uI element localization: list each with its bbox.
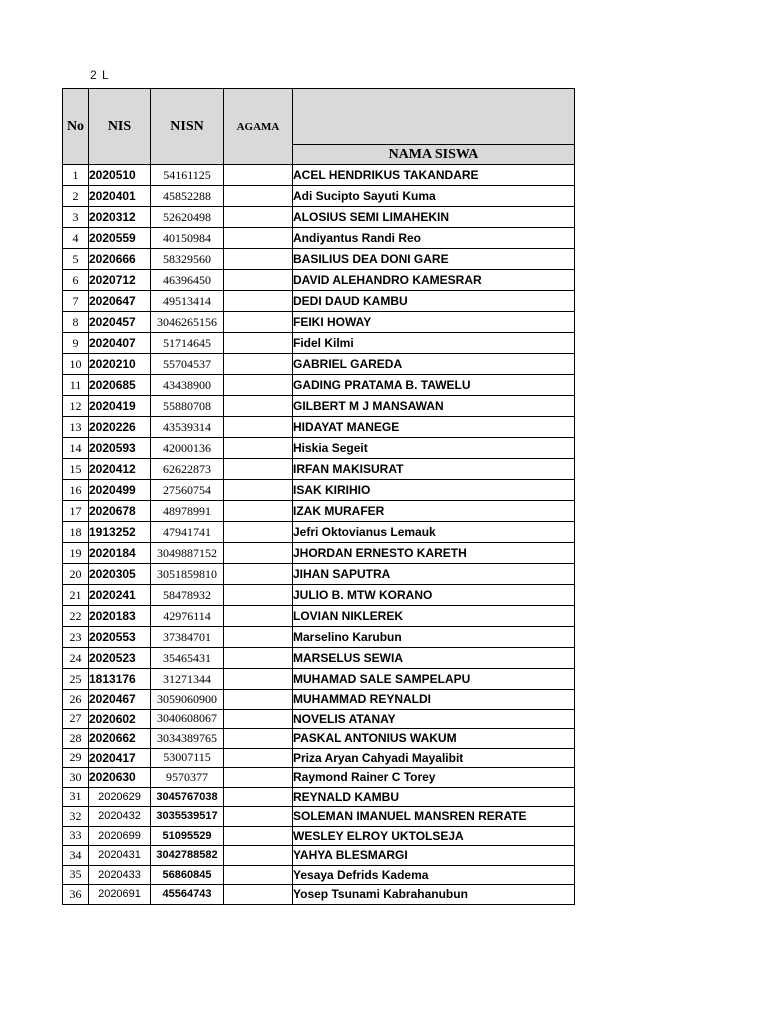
row-nama-siswa: GILBERT M J MANSAWAN: [293, 396, 575, 417]
row-nama-siswa: HIDAYAT MANEGE: [293, 417, 575, 438]
header-nama-siswa: NAMA SISWA: [293, 145, 575, 165]
row-no: 36: [63, 885, 89, 905]
row-no: 32: [63, 807, 89, 827]
row-nisn: 42000136: [151, 438, 224, 459]
row-nis: 2020678: [89, 501, 151, 522]
row-no: 25: [63, 669, 89, 690]
row-nisn: 43539314: [151, 417, 224, 438]
row-agama: [224, 249, 293, 270]
row-nama-siswa: WESLEY ELROY UKTOLSEJA: [293, 826, 575, 846]
row-agama: [224, 768, 293, 788]
row-nis: 2020184: [89, 543, 151, 564]
row-nama-siswa: SOLEMAN IMANUEL MANSREN RERATE: [293, 807, 575, 827]
row-nisn: 45852288: [151, 186, 224, 207]
table-row: [63, 768, 575, 788]
row-nis: 2020305: [89, 564, 151, 585]
row-nisn: 42976114: [151, 606, 224, 627]
row-nis: 2020226: [89, 417, 151, 438]
row-nama-siswa: ISAK KIRIHIO: [293, 480, 575, 501]
table-row: [63, 249, 575, 270]
row-nisn: 51714645: [151, 333, 224, 354]
row-no: 34: [63, 846, 89, 866]
table-row: [63, 543, 575, 564]
row-nama-siswa: JIHAN SAPUTRA: [293, 564, 575, 585]
row-nama-siswa: Adi Sucipto Sayuti Kuma: [293, 186, 575, 207]
row-nisn: 62622873: [151, 459, 224, 480]
row-nis: 2020630: [89, 768, 151, 788]
table-row: [63, 396, 575, 417]
row-nisn: 31271344: [151, 669, 224, 690]
row-nisn: 49513414: [151, 291, 224, 312]
row-no: 6: [63, 270, 89, 291]
row-nama-siswa: GABRIEL GAREDA: [293, 354, 575, 375]
table-row: [63, 291, 575, 312]
table-row: [63, 417, 575, 438]
row-no: 23: [63, 627, 89, 648]
row-nis: 2020412: [89, 459, 151, 480]
row-nis: 1813176: [89, 669, 151, 690]
row-nama-siswa: GADING PRATAMA B. TAWELU: [293, 375, 575, 396]
row-no: 22: [63, 606, 89, 627]
row-nisn: 53007115: [151, 748, 224, 768]
table-row: [63, 709, 575, 729]
row-agama: [224, 459, 293, 480]
row-nama-siswa: Yesaya Defrids Kadema: [293, 865, 575, 885]
table-row: [63, 585, 575, 606]
row-agama: [224, 729, 293, 749]
row-nis: 2020559: [89, 228, 151, 249]
row-agama: [224, 438, 293, 459]
row-agama: [224, 186, 293, 207]
row-nis: 2020312: [89, 207, 151, 228]
row-nis: 2020401: [89, 186, 151, 207]
row-no: 30: [63, 768, 89, 788]
table-row: [63, 165, 575, 186]
table-row: [63, 522, 575, 543]
header-nama-spacer: [293, 89, 575, 145]
table-row: [63, 729, 575, 749]
row-agama: [224, 228, 293, 249]
header-nisn: NISN: [151, 89, 224, 165]
row-no: 12: [63, 396, 89, 417]
row-nis: 2020417: [89, 748, 151, 768]
row-nisn: 58329560: [151, 249, 224, 270]
row-no: 33: [63, 826, 89, 846]
row-nis: 2020407: [89, 333, 151, 354]
row-no: 35: [63, 865, 89, 885]
row-agama: [224, 865, 293, 885]
row-nama-siswa: REYNALD KAMBU: [293, 787, 575, 807]
table-row: [63, 333, 575, 354]
row-nisn: 51095529: [151, 826, 224, 846]
row-no: 8: [63, 312, 89, 333]
row-nama-siswa: FEIKI HOWAY: [293, 312, 575, 333]
row-nama-siswa: DAVID ALEHANDRO KAMESRAR: [293, 270, 575, 291]
row-no: 1: [63, 165, 89, 186]
row-agama: [224, 522, 293, 543]
table-row: [63, 648, 575, 669]
row-nisn: 35465431: [151, 648, 224, 669]
row-no: 11: [63, 375, 89, 396]
row-agama: [224, 543, 293, 564]
row-no: 27: [63, 709, 89, 729]
row-nisn: 3045767038: [151, 787, 224, 807]
row-agama: [224, 885, 293, 905]
row-nis: 2020210: [89, 354, 151, 375]
row-nis: 2020432: [89, 807, 151, 827]
row-nama-siswa: Priza Aryan Cahyadi Mayalibit: [293, 748, 575, 768]
row-agama: [224, 748, 293, 768]
row-agama: [224, 709, 293, 729]
row-agama: [224, 826, 293, 846]
row-agama: [224, 501, 293, 522]
row-nama-siswa: JHORDAN ERNESTO KARETH: [293, 543, 575, 564]
row-nisn: 55880708: [151, 396, 224, 417]
row-agama: [224, 606, 293, 627]
row-no: 16: [63, 480, 89, 501]
row-nis: 2020499: [89, 480, 151, 501]
row-no: 24: [63, 648, 89, 669]
row-no: 4: [63, 228, 89, 249]
row-no: 18: [63, 522, 89, 543]
row-nisn: 9570377: [151, 768, 224, 788]
row-no: 31: [63, 787, 89, 807]
row-nisn: 46396450: [151, 270, 224, 291]
row-nama-siswa: IRFAN MAKISURAT: [293, 459, 575, 480]
table-row: [63, 207, 575, 228]
row-nisn: 52620498: [151, 207, 224, 228]
row-no: 3: [63, 207, 89, 228]
header-no: No: [63, 89, 89, 165]
table-row: [63, 564, 575, 585]
table-row: [63, 885, 575, 905]
row-nis: 2020691: [89, 885, 151, 905]
row-nama-siswa: BASILIUS DEA DONI GARE: [293, 249, 575, 270]
row-agama: [224, 417, 293, 438]
row-nama-siswa: Fidel Kilmi: [293, 333, 575, 354]
class-label: 2 L: [90, 68, 110, 82]
row-nisn: 56860845: [151, 865, 224, 885]
row-nama-siswa: NOVELIS ATANAY: [293, 709, 575, 729]
row-agama: [224, 270, 293, 291]
row-agama: [224, 396, 293, 417]
row-agama: [224, 354, 293, 375]
table-row: [63, 459, 575, 480]
row-nis: 2020593: [89, 438, 151, 459]
row-nisn: 45564743: [151, 885, 224, 905]
row-nisn: 55704537: [151, 354, 224, 375]
row-nama-siswa: DEDI DAUD KAMBU: [293, 291, 575, 312]
table-header: [63, 89, 575, 165]
row-nis: 2020699: [89, 826, 151, 846]
header-nis: NIS: [89, 89, 151, 165]
table-row: [63, 501, 575, 522]
row-nisn: 58478932: [151, 585, 224, 606]
row-agama: [224, 312, 293, 333]
table-row: [63, 669, 575, 690]
row-nama-siswa: ACEL HENDRIKUS TAKANDARE: [293, 165, 575, 186]
row-nisn: 3049887152: [151, 543, 224, 564]
row-no: 28: [63, 729, 89, 749]
row-no: 5: [63, 249, 89, 270]
row-nis: 2020553: [89, 627, 151, 648]
row-no: 14: [63, 438, 89, 459]
row-nama-siswa: Hiskia Segeit: [293, 438, 575, 459]
row-nama-siswa: MUHAMMAD REYNALDI: [293, 690, 575, 710]
row-nama-siswa: Marselino Karubun: [293, 627, 575, 648]
row-nama-siswa: Andiyantus Randi Reo: [293, 228, 575, 249]
table-row: [63, 312, 575, 333]
row-no: 29: [63, 748, 89, 768]
row-nis: 2020431: [89, 846, 151, 866]
row-nisn: 3046265156: [151, 312, 224, 333]
row-no: 20: [63, 564, 89, 585]
row-nis: 2020662: [89, 729, 151, 749]
row-nisn: 3051859810: [151, 564, 224, 585]
table-row: [63, 690, 575, 710]
table-row: [63, 375, 575, 396]
table-row: [63, 480, 575, 501]
row-nama-siswa: Yosep Tsunami Kabrahanubun: [293, 885, 575, 905]
row-nama-siswa: Jefri Oktovianus Lemauk: [293, 522, 575, 543]
table-row: [63, 186, 575, 207]
table-body: [63, 165, 575, 905]
row-nisn: 27560754: [151, 480, 224, 501]
row-nisn: 48978991: [151, 501, 224, 522]
row-nis: 2020523: [89, 648, 151, 669]
row-nis: 2020183: [89, 606, 151, 627]
table-row: [63, 270, 575, 291]
row-nama-siswa: JULIO B. MTW KORANO: [293, 585, 575, 606]
row-nis: 2020629: [89, 787, 151, 807]
header-agama: AGAMA: [224, 89, 293, 165]
row-nama-siswa: PASKAL ANTONIUS WAKUM: [293, 729, 575, 749]
row-no: 10: [63, 354, 89, 375]
row-agama: [224, 787, 293, 807]
table-row: [63, 748, 575, 768]
row-nis: 2020712: [89, 270, 151, 291]
row-nama-siswa: ALOSIUS SEMI LIMAHEKIN: [293, 207, 575, 228]
row-no: 26: [63, 690, 89, 710]
row-agama: [224, 669, 293, 690]
row-agama: [224, 333, 293, 354]
row-agama: [224, 585, 293, 606]
row-nis: 2020685: [89, 375, 151, 396]
row-nisn: 40150984: [151, 228, 224, 249]
row-nisn: 3034389765: [151, 729, 224, 749]
row-agama: [224, 627, 293, 648]
row-agama: [224, 846, 293, 866]
row-no: 7: [63, 291, 89, 312]
row-nis: 2020433: [89, 865, 151, 885]
row-nisn: 3040608067: [151, 709, 224, 729]
row-agama: [224, 165, 293, 186]
row-agama: [224, 564, 293, 585]
row-agama: [224, 648, 293, 669]
table-row: [63, 228, 575, 249]
row-nisn: 47941741: [151, 522, 224, 543]
row-nis: 1913252: [89, 522, 151, 543]
row-no: 13: [63, 417, 89, 438]
table-row: [63, 865, 575, 885]
row-nama-siswa: YAHYA BLESMARGI: [293, 846, 575, 866]
table-row: [63, 606, 575, 627]
row-no: 19: [63, 543, 89, 564]
row-nisn: 54161125: [151, 165, 224, 186]
row-agama: [224, 690, 293, 710]
row-nis: 2020419: [89, 396, 151, 417]
row-nama-siswa: IZAK MURAFER: [293, 501, 575, 522]
row-nisn: 3035539517: [151, 807, 224, 827]
row-agama: [224, 207, 293, 228]
row-nama-siswa: LOVIAN NIKLEREK: [293, 606, 575, 627]
row-nama-siswa: MARSELUS SEWIA: [293, 648, 575, 669]
row-no: 9: [63, 333, 89, 354]
row-nis: 2020647: [89, 291, 151, 312]
row-nis: 2020467: [89, 690, 151, 710]
row-nisn: 37384701: [151, 627, 224, 648]
row-nis: 2020241: [89, 585, 151, 606]
row-nisn: 3042788582: [151, 846, 224, 866]
table-row: [63, 846, 575, 866]
student-roster-table: [62, 88, 575, 905]
row-nisn: 3059060900: [151, 690, 224, 710]
row-no: 21: [63, 585, 89, 606]
row-agama: [224, 480, 293, 501]
table-row: [63, 354, 575, 375]
row-agama: [224, 807, 293, 827]
row-nis: 2020510: [89, 165, 151, 186]
row-nama-siswa: MUHAMAD SALE SAMPELAPU: [293, 669, 575, 690]
row-nis: 2020602: [89, 709, 151, 729]
row-nisn: 43438900: [151, 375, 224, 396]
table-row: [63, 826, 575, 846]
row-nis: 2020666: [89, 249, 151, 270]
row-nama-siswa: Raymond Rainer C Torey: [293, 768, 575, 788]
row-no: 15: [63, 459, 89, 480]
row-agama: [224, 375, 293, 396]
row-nis: 2020457: [89, 312, 151, 333]
row-no: 2: [63, 186, 89, 207]
row-no: 17: [63, 501, 89, 522]
row-agama: [224, 291, 293, 312]
table-row: [63, 787, 575, 807]
table-row: [63, 807, 575, 827]
table-row: [63, 627, 575, 648]
table-row: [63, 438, 575, 459]
